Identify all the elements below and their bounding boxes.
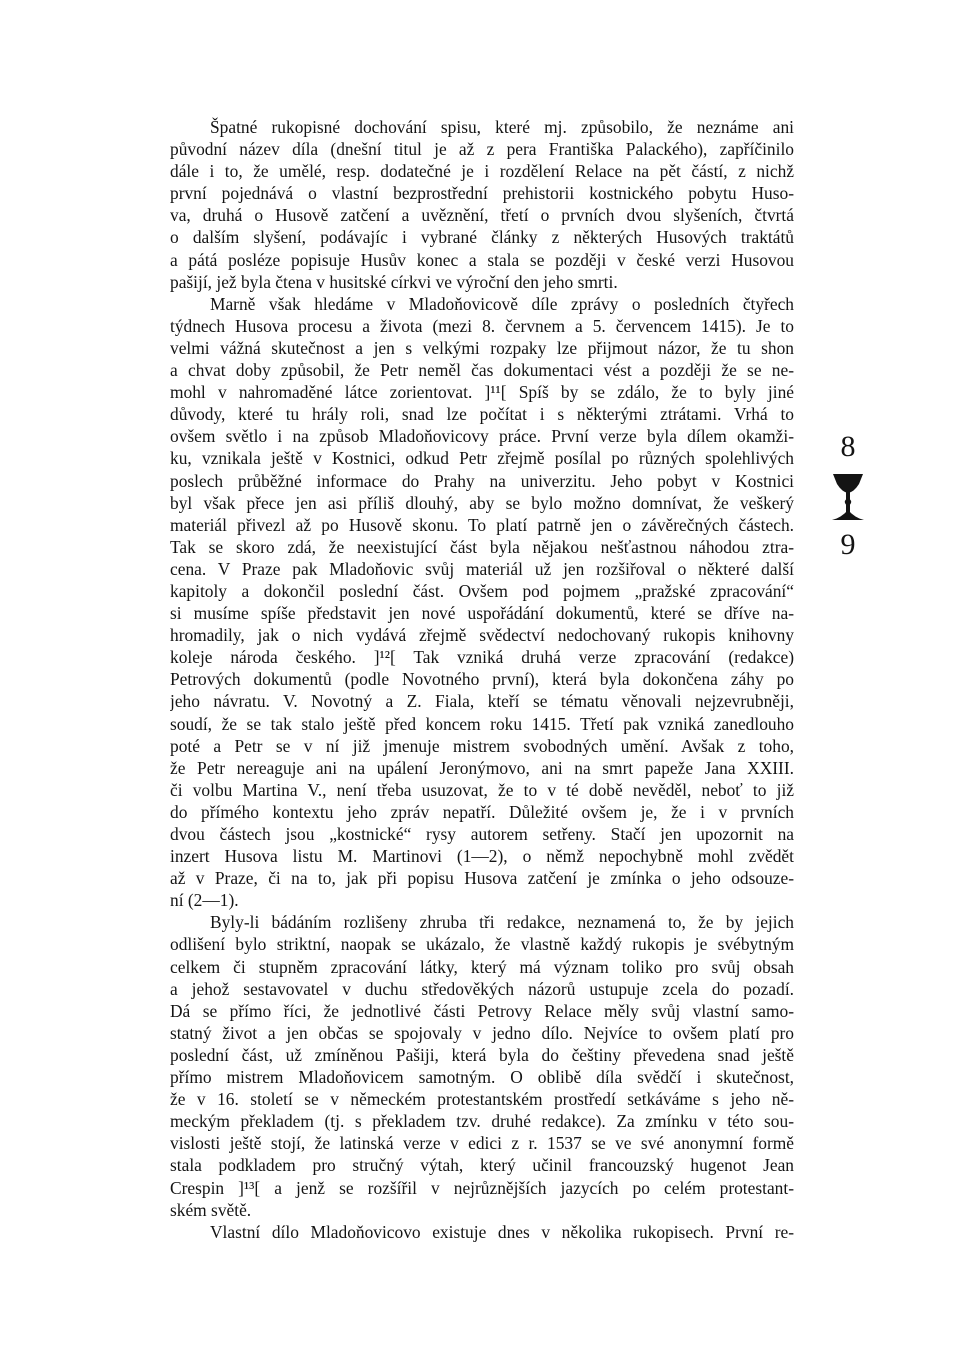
text-line: Dá se přímo říci, že jednotlivé části Petrovy Relace měly svůj vlastní samo- — [170, 1000, 794, 1021]
text-line: dvou částech jsou „kostnické“ rysy autorem setřeny. Stačí jen upozornit na — [170, 824, 794, 844]
text-line: materiál přivezl až po Husově skonu. To platí patrně jen o závěrečných částech. — [170, 514, 794, 535]
text-line: že Petr nereaguje ani na upálení Jeronýmovo, ani na smrt papeže Jana XXIII. — [170, 757, 794, 778]
text-line: kapitoly a dokončil poslední část. Ovšem pod pojmem „pražské zpracování“ — [170, 580, 794, 601]
text-line: Marně však hledáme v Mladoňovicově díle zprávy o posledních čtyřech — [210, 293, 794, 314]
text-line: ovšem světlo i na způsob Mladoňovicovy práce. První verze byla dílem okamži- — [170, 426, 794, 447]
text-line: hromadily, jak o nich vydává zřejmě svědectví nedochovaný rukopis knihovny — [170, 625, 794, 646]
text-line: cena. V Praze pak Mladoňovic svůj materiál už jen rozšiřoval o některé další — [170, 558, 794, 579]
text-line: první pojednává o vlastní bezprostřední prehistorii kostnického pobytu Huso- — [170, 183, 794, 204]
chalice-icon — [830, 472, 866, 522]
text-line: statný život a jen občas se spojovaly v jedno dílo. Nejvíce to ovšem platí pro — [170, 1022, 794, 1043]
text-line: poslední část, už zmíněnou Pašiji, která byla do češtiny převedena snad ještě — [170, 1044, 794, 1065]
text-line: až v Praze, či na to, jak při popisu Husova zatčení je zmínka o jeho odsouze- — [170, 868, 794, 889]
text-line: odlišení bylo striktní, naopak se ukázalo, že vlastně každý rukopis je svébytným — [170, 934, 794, 955]
text-line: a pátá posléze popisuje Husův konec a stala se později v české verzi Husovou — [170, 249, 794, 270]
text-line: ském světě. — [170, 1199, 252, 1220]
text-line: velmi vážná skutečnost a jen s velkými rozpaky lze přijmout názor, že tu shon — [170, 337, 794, 358]
text-line: si musíme spíše představit jen nové uspořádání dokumentů, které se dříve na- — [170, 603, 794, 624]
text-line: Špatné rukopisné dochování spisu, které mj. způsobilo, že neznáme ani — [210, 117, 794, 137]
text-line: do přímého kontextu jeho zpráv nepatří. Důležité ovšem je, že i v prvních — [170, 801, 794, 822]
text-line: va, druhá o Husově zatčení a uvěznění, třetí o prvních dvou slyšeních, čtvrtá — [170, 205, 794, 226]
text-line: Vlastní dílo Mladoňovicovo existuje dnes v několika rukopisech. První re- — [210, 1221, 794, 1242]
text-line: Crespin ]¹³[ a jenž se rozšířil v nejrůznějších jazycích po celém protestant- — [170, 1177, 794, 1198]
text-line: inzert Husova listu M. Martinovi (1—2), o němž nepochybně mohl zvědět — [170, 846, 794, 867]
text-line: Tak se skoro zdá, že neexistující část byla nějakou nešťastnou náhodou ztra- — [170, 536, 794, 557]
text-line: stala podkladem pro stručný výtah, který učinil francouzský hugenot Jean — [170, 1155, 794, 1176]
page-number-marker — [818, 432, 878, 560]
text-line: důvody, které tu hrály roli, snad lze počítat i s některými ztrátami. Vrhá to — [170, 404, 794, 425]
text-line: původní název díla (dnešní titul je až z pera Františka Palackého), zapříčinilo — [170, 139, 794, 160]
text-line: o dalším slyšení, podávajíc i vybrané články z některých Husových traktátů — [170, 227, 794, 248]
text-line: koleje národa českého. ]¹²[ Tak vzniká druhá verze zpracování (redakce) — [170, 647, 794, 668]
text-line: mohl v nahromaděné látce zorientovat. ]¹¹[ Spíš by se zdálo, že to byly jiné — [170, 382, 794, 403]
body-text — [170, 116, 794, 1243]
text-line: a jehož sestavovatel v duchu středověkých názorů ustupuje zcela do pozadí. — [170, 978, 794, 999]
text-line: celkem či stupněm zpracování látky, který má význam toliko pro svůj obsah — [170, 956, 794, 977]
text-line: vislosti ještě stojí, že latinská verze v edici z r. 1537 se ve své anonymní formě — [170, 1133, 794, 1154]
text-line: jeho návratu. V. Novotný a Z. Fiala, kteří se tématu věnovali nejzevrubněji, — [170, 691, 794, 712]
text-line: poslech průběžné informace do Prahy na univerzitu. Jeho pobyt v Kostnici — [170, 470, 794, 491]
text-line: týdnech Husova procesu a života (mezi 8. červnem a 5. červencem 1415). Je to — [170, 315, 794, 336]
text-line: soudí, že se tak stalo ještě před koncem roku 1415. Třetí pak vzniká zanedlouho — [170, 713, 794, 734]
text-line: meckým překladem (tj. s překladem tzv. druhé redakce). Za zmínku v této sou- — [170, 1111, 794, 1132]
page-number-top: 8 — [840, 430, 856, 463]
text-line: Petrových dokumentů (podle Novotného první), která byla dokončena záhy po — [170, 669, 794, 690]
text-line: a chvat doby způsobil, že Petr neměl čas dokumentaci vést a později že se ne- — [170, 360, 794, 381]
text-line: že v 16. století se v německém protestantském prostředí setkáváme s jeho ně- — [170, 1089, 794, 1110]
text-line: dále i to, že umělé, resp. dodatečné je i rozdělení Relace na pět částí, z nichž — [170, 161, 794, 182]
text-line: ní (2—1). — [170, 890, 239, 911]
text-line: přímo mistrem Mladoňovicem samotným. O oblibě díla svědčí i skutečnost, — [170, 1067, 794, 1088]
text-line: pašijí, jež byla čtena v husitské církvi ve výroční den jeho smrti. — [170, 271, 618, 292]
text-line: ku, vznikala ještě v Kostnici, odkud Petr zřejmě posílal po různých spolehlivých — [170, 448, 794, 469]
text-line: či volbu Martina V., není třeba usuzovat, že to v té době nevěděl, neboť to již — [170, 779, 794, 800]
page-number-bottom: 9 — [840, 528, 856, 561]
text-line: Byly-li bádáním rozlišeny zhruba tři redakce, neznamená to, že by jejich — [210, 912, 794, 933]
text-line: byl však přece jen asi příliš dlouhý, aby se bylo možno domnívat, že veškerý — [170, 492, 794, 513]
text-line: poté a Petr se v ní již jmenuje mistrem svobodných umění. Avšak z toho, — [170, 735, 794, 756]
